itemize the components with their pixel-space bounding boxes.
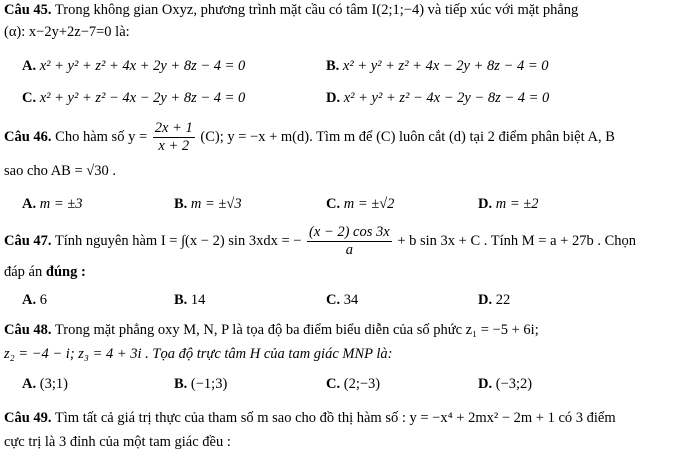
question-47-line-1 bbox=[4, 224, 636, 259]
question-48-line-2 bbox=[4, 346, 392, 363]
question-46-text-2: sao cho AB = √30 . bbox=[4, 163, 116, 179]
question-48-text: Trong mặt phẳng oxy M, N, P là tọa độ ba điểm biểu diễn của số phức z₁ = −5 + 6i; bbox=[54, 322, 539, 338]
option-48-c[interactable]: C. (2;−3) bbox=[326, 376, 381, 392]
question-47-answer-prompt: đáp án bbox=[4, 264, 43, 280]
option-46-a[interactable]: A. m = ±3 bbox=[22, 196, 83, 212]
fraction-denominator: x + 2 bbox=[158, 138, 190, 154]
question-49-text-2: cực trị là 3 đỉnh của một tam giác đều : bbox=[4, 434, 231, 450]
question-49-line-2 bbox=[4, 434, 231, 451]
question-49-line-1 bbox=[4, 410, 616, 427]
question-45-number: Câu 45. bbox=[4, 2, 52, 18]
question-48-text-2: z₂ = −4 − i; z₃ = 4 + 3i . Tọa độ trực tâm H của tam giác MNP là: bbox=[4, 346, 393, 362]
option-46-b[interactable]: B. m = ±√3 bbox=[174, 196, 242, 212]
option-48-b[interactable]: B. (−1;3) bbox=[174, 376, 228, 392]
question-46-text: (C); y = −x + m(d). Tìm m để (C) luôn cắt (d) tại 2 điểm phân biệt A, B bbox=[200, 128, 615, 145]
question-46-line-2 bbox=[4, 163, 116, 180]
option-47-b[interactable]: B. 14 bbox=[174, 292, 206, 308]
question-48-number: Câu 48. bbox=[4, 322, 52, 338]
option-45-c[interactable]: C. x² + y² + z² − 4x − 2y + 8z − 4 = 0 bbox=[22, 90, 246, 106]
fraction-denominator: a bbox=[345, 242, 353, 258]
exam-page bbox=[4, 0, 682, 464]
option-48-d[interactable]: D. (−3;2) bbox=[478, 376, 533, 392]
question-46-lead: Cho hàm số y = bbox=[55, 128, 148, 145]
option-47-a[interactable]: A. 6 bbox=[22, 292, 47, 308]
option-45-a[interactable]: A. x² + y² + z² + 4x + 2y + 8z − 4 = 0 bbox=[22, 58, 246, 74]
question-49-text: Tìm tất cả giá trị thực của tham số m sao cho đồ thị hàm số : y = −x⁴ + 2mx² − 2m + 1 có 3 điểm bbox=[54, 410, 616, 426]
question-45-text-2: (α): x−2y+2z−7=0 là: bbox=[4, 24, 130, 40]
question-48-line-1 bbox=[4, 322, 539, 339]
fraction-numerator: (x − 2) cos 3x bbox=[309, 224, 390, 240]
question-45-text: Trong không gian Oxyz, phương trình mặt cầu có tâm I(2;1;−4) và tiếp xúc với mặt phẳng bbox=[54, 2, 579, 18]
question-46-number: Câu 46. bbox=[4, 128, 52, 145]
question-47-answer-bold: đúng : bbox=[45, 264, 86, 280]
question-47-lead: Tính nguyên hàm I = ∫(x − 2) sin 3xdx = − bbox=[54, 232, 302, 249]
option-46-d[interactable]: D. m = ±2 bbox=[478, 196, 539, 212]
option-45-b[interactable]: B. x² + y² + z² + 4x − 2y + 8z − 4 = 0 bbox=[326, 58, 549, 74]
question-46-line-1 bbox=[4, 120, 615, 155]
question-47-text: + b sin 3x + C . Tính M = a + 27b . Chọn bbox=[397, 232, 637, 249]
question-45-line-1 bbox=[4, 2, 578, 19]
option-46-c[interactable]: C. m = ±√2 bbox=[326, 196, 395, 212]
question-47-fraction bbox=[307, 224, 392, 259]
option-48-a[interactable]: A. (3;1) bbox=[22, 376, 68, 392]
option-45-d[interactable]: D. x² + y² + z² − 4x − 2y − 8z − 4 = 0 bbox=[326, 90, 550, 106]
question-49-number: Câu 49. bbox=[4, 410, 52, 426]
option-47-c[interactable]: C. 34 bbox=[326, 292, 359, 308]
question-47-line-2 bbox=[4, 264, 86, 281]
option-47-d[interactable]: D. 22 bbox=[478, 292, 511, 308]
fraction-numerator: 2x + 1 bbox=[154, 120, 193, 136]
question-45-line-2 bbox=[4, 24, 130, 41]
question-46-fraction bbox=[153, 120, 195, 155]
question-47-number: Câu 47. bbox=[4, 232, 52, 249]
